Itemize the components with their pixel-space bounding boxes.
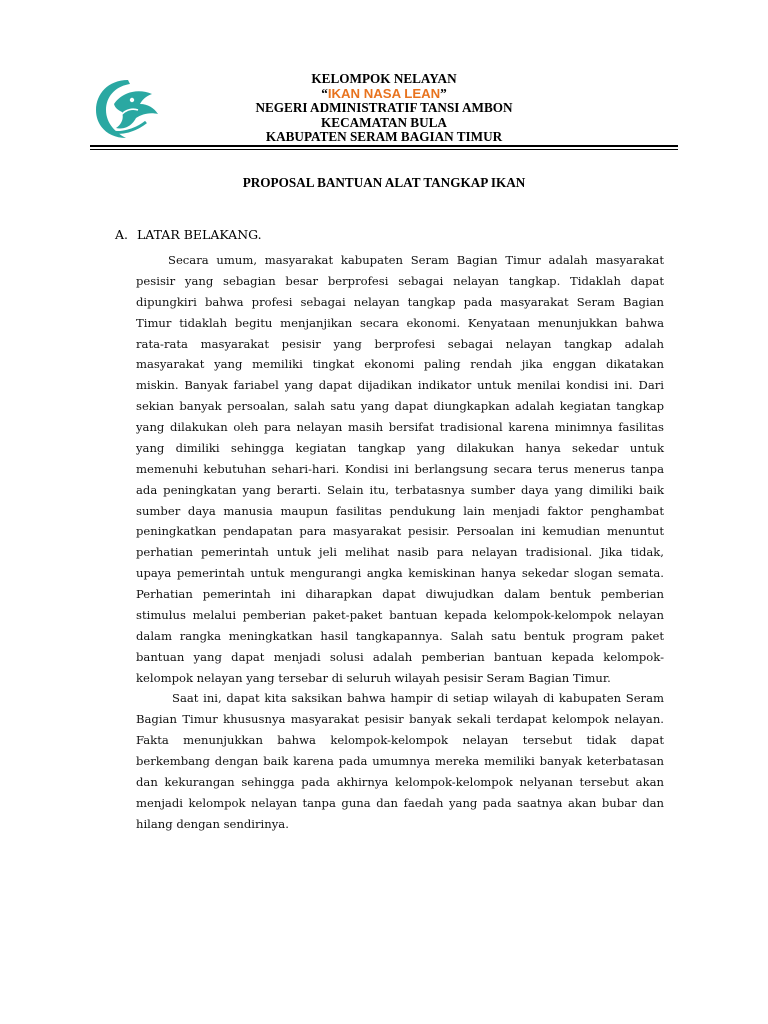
text-line: ada peningkatan yang berarti. Selain itu, terbatasnya sumber daya yang dimiliki baik xyxy=(136,482,664,497)
text-line: bantuan yang dapat menjadi solusi adalah pemberian bantuan kepada kelompok- xyxy=(136,649,664,664)
letterhead xyxy=(170,72,598,145)
regency-name: KABUPATEN SERAM BAGIAN TIMUR xyxy=(265,129,503,144)
district-name: KECAMATAN BULA xyxy=(321,114,447,130)
text-line: masyarakat yang memiliki tingkat ekonomi paling rendah jika enggan dikatakan xyxy=(136,357,664,372)
text-line: Saat ini, dapat kita saksikan bahwa hampir di setiap wilayah di kabupaten Seram xyxy=(172,691,664,706)
text-line: pesisir yang sebagian besar berprofesi sebagai nelayan tangkap. Tidaklah dapat xyxy=(136,273,664,288)
text-line: perhatian pemerintah untuk jeli melihat nasib para nelayan tradisional. Jika tidak, xyxy=(136,545,664,560)
text-line: yang dilakukan oleh para nelayan masih bersifat tradisional karena minimnya fasilitas xyxy=(136,420,664,434)
org-type: KELOMPOK NELAYAN xyxy=(311,71,457,86)
org-name-line xyxy=(170,87,598,102)
text-line: dan kekurangan sehingga pada akhirnya kelompok-kelompok nelyanan tersebut akan xyxy=(136,774,664,789)
section-letter: A. xyxy=(115,227,129,242)
text-line: Bagian Timur khususnya masyarakat pesisir banyak sekali terdapat kelompok nelayan. xyxy=(136,712,664,727)
paragraph-2 xyxy=(136,688,664,834)
group-name: IKAN NASA LEAN xyxy=(327,85,441,101)
text-line: berkembang dengan baik karena pada umumnya mereka memiliki banyak keterbatasan xyxy=(136,754,664,768)
document-title: PROPOSAL BANTUAN ALAT TANGKAP IKAN xyxy=(242,175,526,190)
text-line: stimulus melalui pemberian paket-paket bantuan kepada kelompok-kelompok nelayan xyxy=(136,607,664,622)
section-heading xyxy=(115,227,262,242)
text-line: yang dimiliki sehingga kegiatan tangkap yang dilakukan hanya sekedar untuk xyxy=(136,440,664,455)
text-line: sekian banyak persoalan, salah satu yang dapat diungkapkan adalah kegiatan tangkap xyxy=(136,399,664,414)
text-line: Timur tidaklah begitu menjanjikan secara ekonomi. Kenyataan menunjukkan bahwa xyxy=(136,315,664,330)
village-name: NEGERI ADMINISTRATIF TANSI AMBON xyxy=(255,100,513,115)
section-title: LATAR BELAKANG. xyxy=(137,227,262,242)
text-line: dipungkiri bahwa profesi sebagai nelayan tangkap pada masyarakat Seram Bagian xyxy=(136,294,664,309)
header-rule-thick xyxy=(90,145,678,147)
body-text xyxy=(136,250,664,835)
text-line: miskin. Banyak fariabel yang dapat dijadikan indikator untuk menilai kondisi ini. Dari xyxy=(136,378,664,393)
paragraph-1 xyxy=(136,250,664,688)
text-line: Fakta menunjukkan bahwa kelompok-kelompok nelayan tersebut tidak dapat xyxy=(136,733,664,748)
text-line: menjadi kelompok nelayan tanpa guna dan faedah yang pada saatnya akan bubar dan xyxy=(136,795,664,810)
quote-close: ” xyxy=(440,85,447,101)
text-line: peningkatkan pendapatan para masyarakat pesisir. Persoalan ini kemudian menuntut xyxy=(136,524,664,539)
text-line: Secara umum, masyarakat kabupaten Seram Bagian Timur adalah masyarakat xyxy=(168,253,664,267)
fish-logo-icon xyxy=(92,74,164,142)
text-line: upaya pemerintah untuk mengurangi angka kemiskinan hanya sekedar slogan semata. xyxy=(136,566,664,581)
text-line: sumber daya manusia maupun fasilitas pendukung lain menjadi faktor penghambat xyxy=(136,503,664,518)
text-line: rata-rata masyarakat pesisir yang berprofesi sebagai nelayan tangkap adalah xyxy=(136,336,664,351)
header-rule-thin xyxy=(90,149,678,150)
text-line: Perhatian pemerintah ini diharapkan dapat diwujudkan dalam bentuk pemberian xyxy=(136,587,664,601)
text-line: memenuhi kebutuhan sehari-hari. Kondisi ini berlangsung secara terus menerus tanpa xyxy=(136,461,664,476)
text-line: kelompok nelayan yang tersebar di seluruh wilayah pesisir Seram Bagian Timur. xyxy=(136,670,611,685)
quote-open: “ xyxy=(321,85,328,101)
text-line: dalam rangka meningkatkan hasil tangkapannya. Salah satu bentuk program paket xyxy=(136,628,664,643)
text-line: hilang dengan sendirinya. xyxy=(136,816,289,831)
